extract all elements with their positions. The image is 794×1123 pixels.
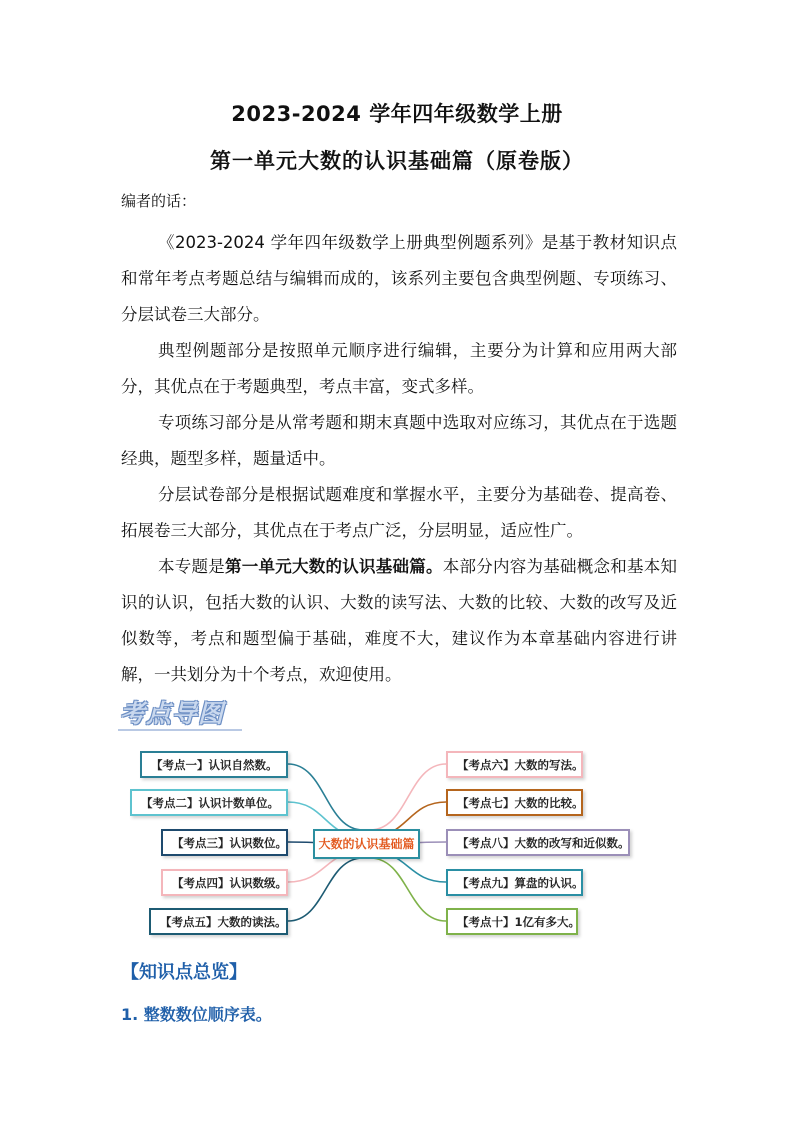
knowledge-item-1: 1. 整数数位顺序表。 bbox=[121, 1005, 272, 1024]
document-subtitle: 第一单元大数的认识基础篇（原卷版） bbox=[210, 149, 584, 173]
intro-paragraph-3: 专项练习部分是从常考题和期末真题中选取对应练习，其优点在于选题经典，题型多样，题量适中。 bbox=[121, 413, 677, 468]
intro-paragraph-4: 分层试卷部分是根据试题难度和掌握水平，主要分为基础卷、提高卷、拓展卷三大部分，其优点在于考点广泛，分层明显，适应性广。 bbox=[121, 485, 677, 540]
mindmap-node-left-1: 【考点一】认识自然数。 bbox=[140, 751, 288, 778]
mindmap-node-left-5: 【考点五】大数的读法。 bbox=[149, 908, 288, 935]
knowledge-overview-heading: 【知识点总览】 bbox=[121, 962, 247, 983]
mindmap-center-node: 大数的认识基础篇 bbox=[313, 829, 420, 859]
mindmap-node-left-4: 【考点四】认识数级。 bbox=[161, 869, 288, 896]
mindmap-node-right-5: 【考点十】1亿有多大。 bbox=[446, 908, 578, 935]
mindmap-heading: 考点导图 bbox=[120, 699, 225, 728]
intro-p5-bold: 第一单元大数的认识基础篇。 bbox=[225, 557, 443, 576]
intro-paragraph-1: 《2023-2024 学年四年级数学上册典型例题系列》是基于教材知识点和常年考点考题总结与编辑而成的，该系列主要包含典型例题、专项练习、分层试卷三大部分。 bbox=[121, 233, 677, 324]
mindmap-node-left-2: 【考点二】认识计数单位。 bbox=[130, 789, 288, 816]
mindmap-node-right-1: 【考点六】大数的写法。 bbox=[446, 751, 583, 778]
editor-label: 编者的话： bbox=[121, 192, 197, 210]
mindmap-node-left-3: 【考点三】认识数位。 bbox=[161, 829, 288, 856]
document-title: 2023-2024 学年四年级数学上册 bbox=[231, 102, 563, 126]
mindmap-node-right-3: 【考点八】大数的改写和近似数。 bbox=[446, 829, 630, 856]
intro-paragraph-2: 典型例题部分是按照单元顺序进行编辑，主要分为计算和应用两大部分，其优点在于考题典型，考点丰富，变式多样。 bbox=[121, 341, 677, 396]
mindmap-node-right-2: 【考点七】大数的比较。 bbox=[446, 789, 583, 816]
mindmap-node-right-4: 【考点九】算盘的认识。 bbox=[446, 869, 583, 896]
intro-p5-pre: 本专题是 bbox=[158, 557, 225, 576]
intro-p5-post: 本部分内容为基础概念和基本知识的认识，包括大数的认识、大数的读写法、大数的比较、大数的改写及近似数等，考点和题型偏于基础，难度不大，建议作为本章基础内容进行讲解，一共划分为十个考点，欢迎使用。 bbox=[121, 557, 677, 684]
